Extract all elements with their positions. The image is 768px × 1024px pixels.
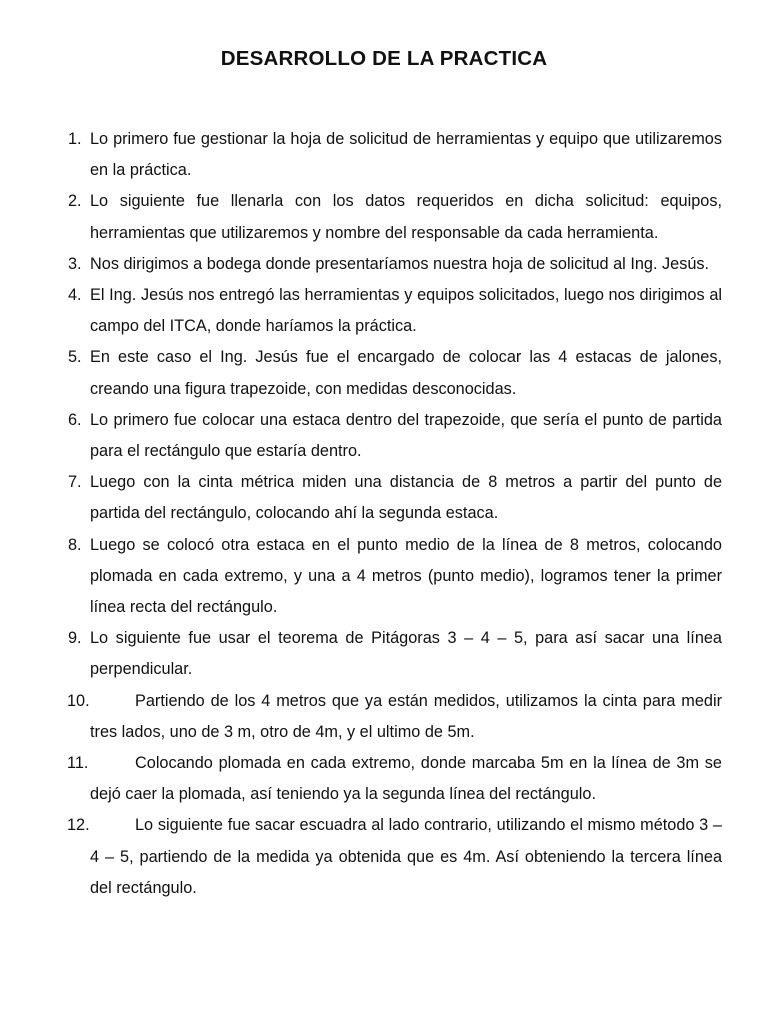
list-item-number: 5. — [68, 348, 82, 367]
list-item — [68, 467, 722, 529]
list-item — [68, 124, 722, 186]
list-item-text: Lo primero fue colocar una estaca dentro del trapezoide, que sería el punto de partida para el rectángulo que estaría dentro. — [90, 410, 722, 461]
list-item-number: 1. — [68, 130, 82, 148]
list-item-number: 2. — [68, 192, 82, 211]
document-title: DESARROLLO DE LA PRACTICA — [220, 47, 548, 70]
list-item-number: 11. — [67, 754, 89, 773]
list-item-text: Luego se colocó otra estaca en el punto medio de la línea de 8 metros, colocando plomada en cada extremo, y una a 4 metros (punto medio), logramos tener la primer línea recta del rectángulo. — [90, 535, 722, 617]
list-item — [67, 686, 722, 748]
list-item-number: 7. — [68, 473, 82, 492]
list-item-text: Lo siguiente fue usar el teorema de Pitágoras 3 – 4 – 5, para así sacar una línea perpendicular. — [90, 629, 722, 679]
list-item-number: 6. — [68, 410, 82, 429]
list-item-text: Lo siguiente fue sacar escuadra al lado contrario, utilizando el mismo método 3 – 4 – 5, partiendo de la medida ya obtenida que es 4m. Así obteniendo la tercera línea del rectángulo. — [90, 816, 722, 897]
steps-list — [67, 124, 722, 904]
list-item — [68, 186, 722, 248]
list-item — [68, 530, 722, 624]
list-item-text: Lo primero fue gestionar la hoja de solicitud de herramientas y equipo que utilizaremos en la práctica. — [90, 130, 722, 180]
list-item-number: 3. — [68, 254, 82, 273]
list-item — [67, 810, 722, 904]
list-item — [68, 280, 722, 342]
list-item-text: Partiendo de los 4 metros que ya están medidos, utilizamos la cinta para medir tres lados, uno de 3 m, otro de 4m, y el ultimo de 5m. — [90, 691, 722, 741]
list-item — [67, 748, 722, 810]
list-item-text: Nos dirigimos a bodega donde presentaríamos nuestra hoja de solicitud al Ing. Jesús. — [90, 254, 710, 273]
list-item-text: En este caso el Ing. Jesús fue el encargado de colocar las 4 estacas de jalones, creando una figura trapezoide, con medidas desconocidas. — [90, 348, 722, 398]
list-item — [68, 623, 722, 685]
list-item-number: 8. — [68, 535, 82, 554]
list-item-number: 4. — [68, 286, 82, 305]
list-item-number: 12. — [67, 816, 90, 835]
list-item-text: Colocando plomada en cada extremo, donde marcaba 5m en la línea de 3m se dejó caer la plomada, así teniendo ya la segunda línea del rectángulo. — [90, 754, 722, 804]
list-item-text: Luego con la cinta métrica miden una distancia de 8 metros a partir del punto de partida del rectángulo, colocando ahí la segunda estaca. — [90, 473, 722, 523]
list-item — [68, 249, 722, 280]
list-item — [68, 342, 722, 404]
list-item — [68, 405, 722, 467]
list-item-text: El Ing. Jesús nos entregó las herramientas y equipos solicitados, luego nos dirigimos al campo del ITCA, donde haríamos la práctica. — [90, 286, 722, 336]
list-item-number: 9. — [68, 629, 82, 648]
list-item-text: Lo siguiente fue llenarla con los datos requeridos en dicha solicitud: equipos, herramientas que utilizaremos y nombre del responsable da cada herramienta. — [90, 192, 722, 242]
list-item-number: 10. — [67, 691, 90, 710]
